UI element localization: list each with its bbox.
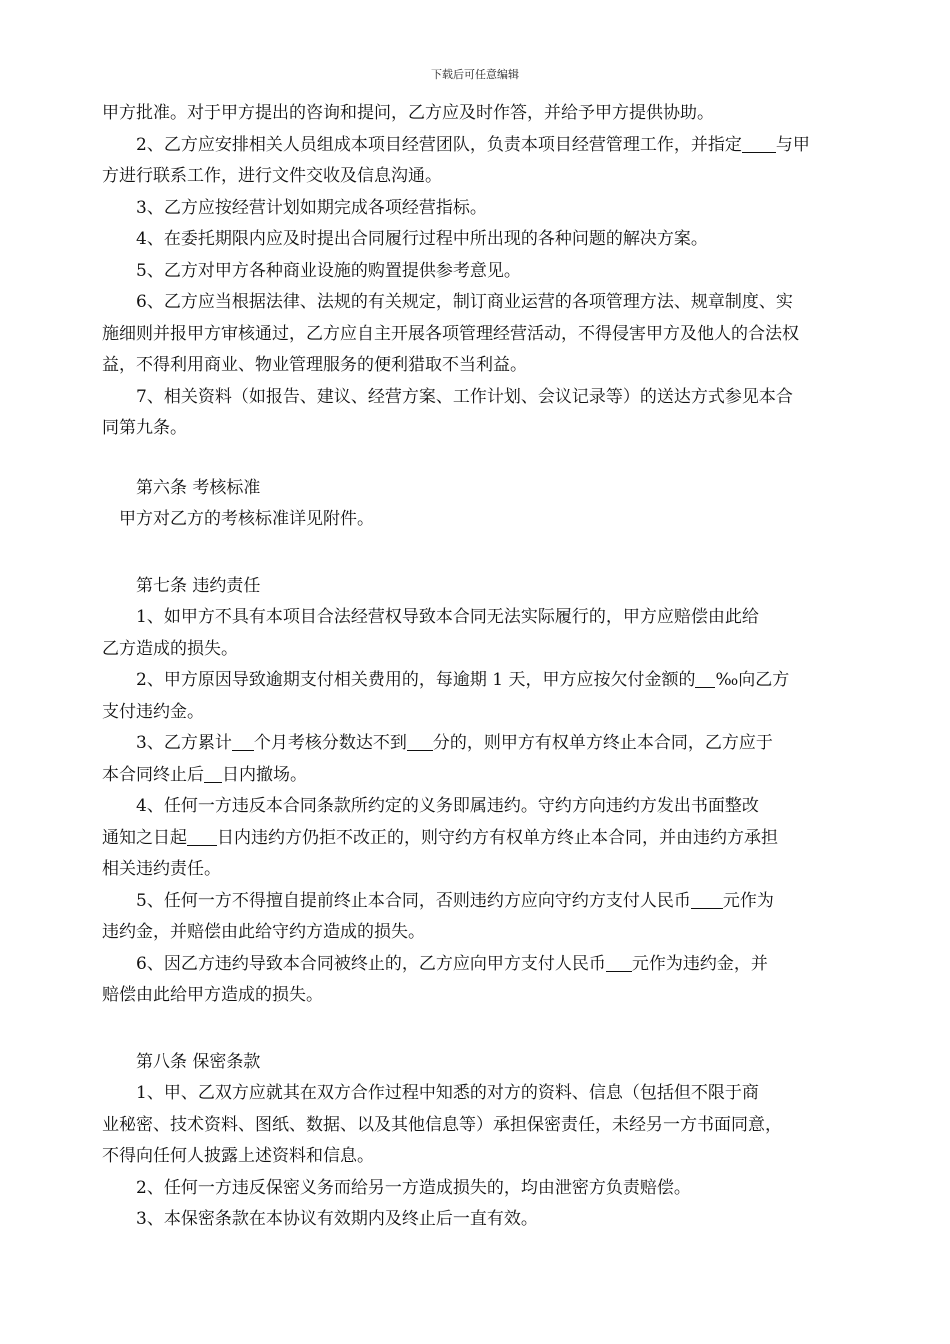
blank-underline: [606, 951, 632, 972]
text-line: 不得向任何人披露上述资料和信息。: [102, 1146, 374, 1166]
text-line: 1、甲、乙双方应就其在双方合作过程中知悉的对方的资料、信息（包括但不限于商: [102, 1083, 759, 1103]
text-line: 支付违约金。: [102, 701, 204, 722]
text-line: 施细则并报甲方审核通过，乙方应自主开展各项管理经营活动，不得侵害甲方及他人的合法权: [102, 323, 799, 344]
text-line: 2、甲方原因导致逾期支付相关费用的，每逾期 1 天，甲方应按欠付金额的 ‰向乙方: [102, 665, 892, 697]
text-line: 3、乙方应按经营计划如期完成各项经营指标。: [102, 197, 487, 218]
article-6-title: 第六条 考核标准: [102, 477, 261, 498]
blank-underline: [695, 667, 715, 688]
article-8-title: 第八条 保密条款: [102, 1051, 261, 1072]
text-line: 甲方批准。对于甲方提出的咨询和提问，乙方应及时作答，并给予甲方提供协助。: [102, 103, 714, 123]
text-line: 6、乙方应当根据法律、法规的有关规定，制订商业运营的各项管理方法、规章制度、实: [102, 292, 793, 312]
text-line: 违约金，并赔偿由此给守约方造成的损失。: [102, 922, 425, 942]
text-line: 4、在委托期限内应及时提出合同履行过程中所出现的各种问题的解决方案。: [102, 229, 708, 249]
text-line: 赔偿由此给甲方造成的损失。: [102, 985, 323, 1005]
text-line: 3、本保密条款在本协议有效期内及终止后一直有效。: [102, 1209, 538, 1229]
blank-underline: [742, 132, 776, 153]
text-line: 1、如甲方不具有本项目合法经营权导致本合同无法实际履行的，甲方应赔偿由此给: [102, 607, 759, 627]
text-line: 5、乙方对甲方各种商业设施的购置提供参考意见。: [102, 260, 521, 281]
text-line: 3、乙方累计 个月考核分数达不到 分的，则甲方有权单方终止本合同，乙方应于: [102, 728, 892, 760]
article-7-title: 第七条 违约责任: [102, 575, 261, 596]
text-line: 乙方造成的损失。: [102, 638, 238, 659]
text-line: 本合同终止后 日内撤场。: [102, 760, 892, 792]
text-line: 2、乙方应安排相关人员组成本项目经营团队，负责本项目经营管理工作，并指定 与甲: [102, 130, 892, 162]
blank-underline: [187, 825, 217, 846]
text-line: 4、任何一方违反本合同条款所约定的义务即属违约。守约方向违约方发出书面整改: [102, 796, 759, 816]
blank-underline: [407, 730, 433, 751]
text-line: 5、任何一方不得擅自提前终止本合同，否则违约方应向守约方支付人民币 元作为: [102, 886, 892, 918]
blank-underline: [204, 762, 222, 783]
text-line: 方进行联系工作，进行文件交收及信息沟通。: [102, 166, 442, 186]
blank-underline: [232, 730, 254, 751]
document-body: [102, 98, 892, 1236]
page-header: 下载后可任意编辑: [431, 68, 519, 81]
text-line: 6、因乙方违约导致本合同被终止的，乙方应向甲方支付人民币 元作为违约金，并: [102, 949, 892, 981]
text-line: 7、相关资料（如报告、建议、经营方案、工作计划、会议记录等）的送达方式参见本合: [102, 386, 793, 407]
text-line: 甲方对乙方的考核标准详见附件。: [102, 509, 374, 529]
text-line: 2、任何一方违反保密义务而给另一方造成损失的，均由泄密方负责赔偿。: [102, 1177, 691, 1198]
text-line: 同第九条。: [102, 418, 187, 438]
blank-underline: [691, 888, 723, 909]
text-line: 相关违约责任。: [102, 859, 221, 879]
text-line: 益，不得利用商业、物业管理服务的便利猎取不当利益。: [102, 355, 527, 375]
text-line: 通知之日起 日内违约方仍拒不改正的，则守约方有权单方终止本合同，并由违约方承担: [102, 823, 892, 855]
text-line: 业秘密、技术资料、图纸、数据、以及其他信息等）承担保密责任，未经另一方书面同意，: [102, 1114, 782, 1135]
